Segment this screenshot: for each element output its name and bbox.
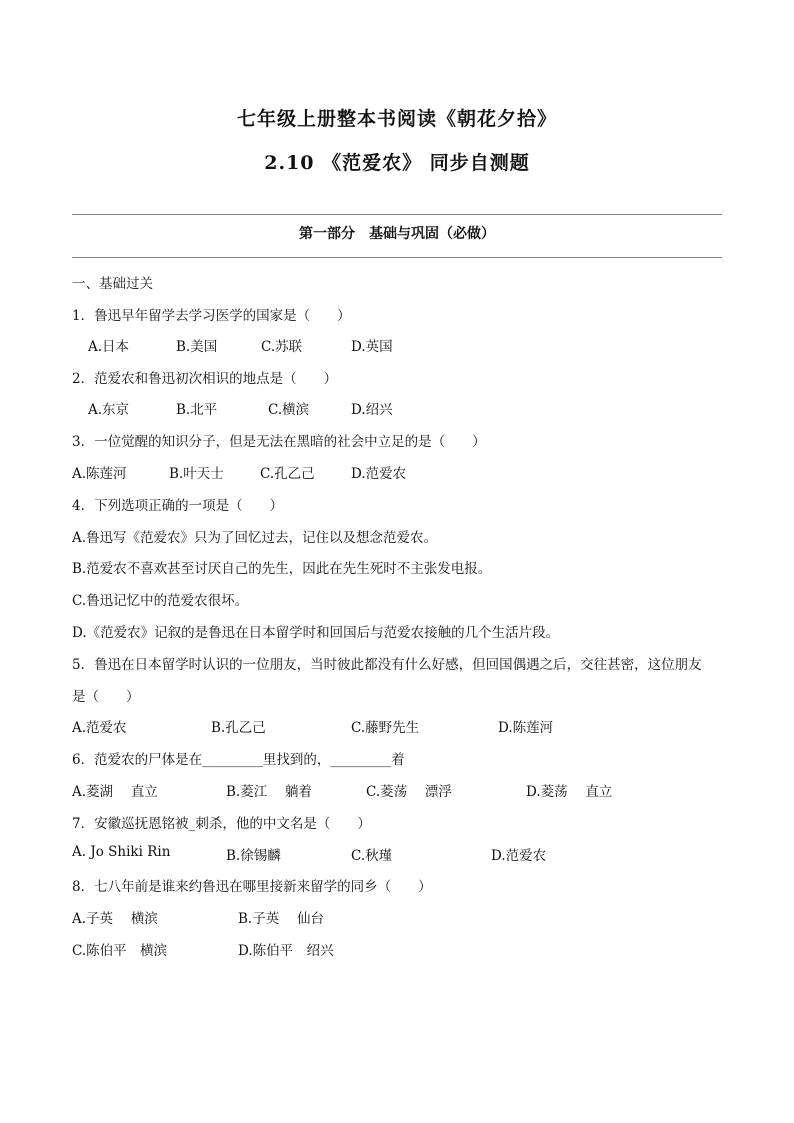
question-8-option-c: C.陈伯平 横滨 bbox=[72, 943, 168, 959]
question-2-option-a: A.东京 bbox=[88, 402, 130, 418]
question-5-option-c: C.藤野先生 bbox=[351, 720, 420, 736]
question-4-option-b: B.范爱农不喜欢甚至讨厌自己的先生，因此在先生死时不主张发电报。 bbox=[72, 561, 492, 577]
question-3-stem: 3．一位觉醒的知识分子，但是无法在黑暗的社会中立足的是（ ） bbox=[72, 434, 486, 450]
question-1-option-a: A.日本 bbox=[88, 339, 130, 355]
question-3-option-a: A.陈莲河 bbox=[72, 466, 127, 482]
question-7-option-b: B.徐锡麟 bbox=[226, 848, 281, 864]
question-2-stem: 2．范爱农和鲁迅初次相识的地点是（ ） bbox=[72, 371, 338, 387]
question-5-stem-continued: 是（ ） bbox=[72, 689, 140, 705]
question-8-option-b: B.子英 仙台 bbox=[238, 911, 325, 927]
question-8-option-d: D.陈伯平 绍兴 bbox=[238, 943, 334, 959]
question-7-stem: 7．安徽巡抚恩铭被_刺杀，他的中文名是（ ） bbox=[72, 816, 371, 832]
question-7-option-c: C.秋瑾 bbox=[351, 848, 393, 864]
question-5-option-d: D.陈莲河 bbox=[498, 720, 554, 736]
question-8-option-a: A.子英 横滨 bbox=[72, 911, 158, 927]
question-6-option-d: D.菱荡 直立 bbox=[526, 784, 613, 800]
question-4-option-d: D.《范爱农》记叙的是鲁迅在日本留学时和回国后与范爱农接触的几个生活片段。 bbox=[72, 625, 560, 641]
document-title: 七年级上册整本书阅读《朝花夕拾》 bbox=[236, 108, 557, 130]
question-4-stem: 4．下列选项正确的一项是（ ） bbox=[72, 498, 284, 514]
question-3-option-c: C.孔乙己 bbox=[260, 466, 315, 482]
question-5-stem: 5．鲁迅在日本留学时认识的一位朋友，当时彼此都没有什么好感，但回国偶遇之后，交往甚密，这位朋友 bbox=[72, 657, 702, 673]
question-6-option-a: A.菱湖 直立 bbox=[72, 784, 158, 800]
question-1-option-b: B.美国 bbox=[176, 339, 218, 355]
section-divider-bottom bbox=[72, 257, 722, 258]
question-1-option-c: C.苏联 bbox=[261, 339, 303, 355]
question-7-option-a: A. Jo Shiki Rin bbox=[72, 844, 171, 860]
question-5-option-b: B.孔乙己 bbox=[211, 720, 266, 736]
question-2-option-b: B.北平 bbox=[176, 402, 218, 418]
question-3-option-b: B.叶天士 bbox=[169, 466, 224, 482]
question-2-option-d: D.绍兴 bbox=[351, 402, 393, 418]
question-2-option-c: C.横滨 bbox=[268, 402, 310, 418]
question-1-option-d: D.英国 bbox=[351, 339, 393, 355]
question-6-option-b: B.菱江 躺着 bbox=[226, 784, 313, 800]
section-divider-top bbox=[72, 214, 722, 215]
question-6-option-c: C.菱荡 漂浮 bbox=[366, 784, 452, 800]
section-title: 第一部分 基础与巩固（必做） bbox=[299, 226, 495, 242]
question-4-option-c: C.鲁迅记忆中的范爱农很坏。 bbox=[72, 593, 249, 609]
question-4-option-a: A.鲁迅写《范爱农》只为了回忆过去，记住以及想念范爱农。 bbox=[72, 530, 438, 546]
question-8-stem: 8．七八年前是谁来约鲁迅在哪里接新来留学的同乡（ ） bbox=[72, 879, 432, 895]
question-6-stem: 6．范爱农的尸体是在_________里找到的，_________着 bbox=[72, 752, 405, 768]
question-3-option-d: D.范爱农 bbox=[351, 466, 407, 482]
question-1-stem: 1．鲁迅早年留学去学习医学的国家是（ ） bbox=[72, 308, 351, 324]
question-7-option-d: D.范爱农 bbox=[491, 848, 547, 864]
question-5-option-a: A.范爱农 bbox=[72, 720, 127, 736]
section-heading: 一、基础过关 bbox=[72, 276, 153, 292]
document-subtitle: 2.10 《范爱农》 同步自测题 bbox=[264, 152, 530, 174]
